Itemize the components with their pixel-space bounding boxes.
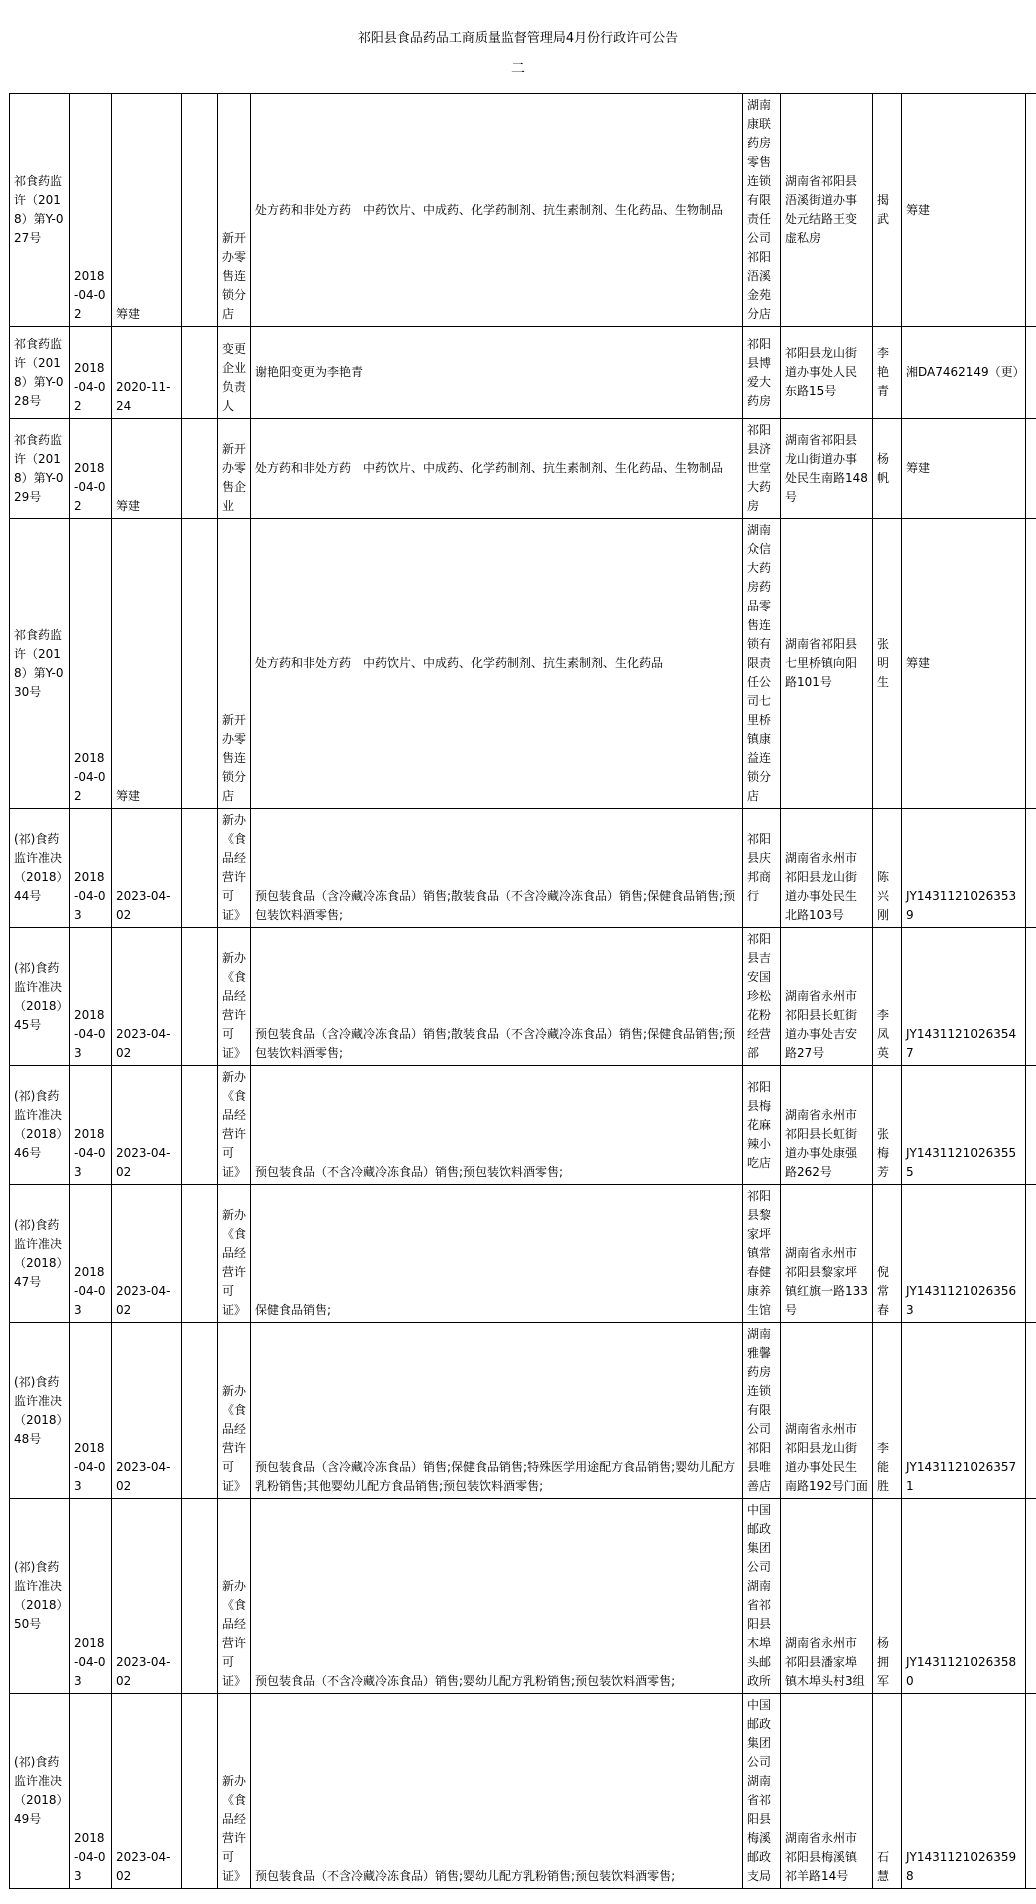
doc-number-cell: (祁)食药监许准决（2018）45号 — [10, 928, 70, 1066]
entity-name-cell: 祁阳县吉安国珍松花粉经营部 — [743, 928, 781, 1066]
legal-person-cell: 李艳青 — [873, 327, 902, 419]
remark-cell — [1026, 1499, 1036, 1694]
permit-type-cell: 新办《食品经营许可证》 — [218, 1185, 251, 1323]
doc-number-cell: (祁)食药监许准决（2018）46号 — [10, 1066, 70, 1185]
legal-person-cell: 杨拥军 — [873, 1499, 902, 1694]
address-cell: 湖南省永州市祁阳县长虹街道办事处康强路262号 — [781, 1066, 873, 1185]
entity-name-cell: 湖南众信大药房药品零售连锁有限责任公司七里桥镇康益连锁分店 — [743, 519, 781, 809]
legal-person-cell: 张明生 — [873, 519, 902, 809]
address-cell: 湖南省祁阳县浯溪街道办事处元结路王变虚私房 — [781, 94, 873, 327]
valid-until-cell: 筹建 — [112, 94, 182, 327]
table-row — [10, 1499, 1036, 1694]
table-row — [10, 94, 1036, 327]
permit-type-cell: 新办《食品经营许可证》 — [218, 1323, 251, 1499]
blank-cell — [182, 1694, 218, 1889]
remark-cell — [1026, 1185, 1036, 1323]
valid-until-cell: 筹建 — [112, 419, 182, 519]
address-cell: 湖南省永州市祁阳县梅溪镇祁羊路14号 — [781, 1694, 873, 1889]
issue-date-cell: 2018-04-02 — [70, 327, 112, 419]
doc-number-cell: (祁)食药监许准决（2018）44号 — [10, 809, 70, 928]
permit-type-cell: 变更企业负责人 — [218, 327, 251, 419]
table-row — [10, 419, 1036, 519]
blank-cell — [182, 1185, 218, 1323]
address-cell: 湖南省祁阳县龙山街道办事处民生南路148号 — [781, 419, 873, 519]
permit-type-cell: 新办《食品经营许可证》 — [218, 809, 251, 928]
business-scope-cell: 预包装食品（不含冷藏冷冻食品）销售;婴幼儿配方乳粉销售;预包装饮料酒零售; — [251, 1694, 743, 1889]
doc-number-cell: 祁食药监许（2018）第Y-029号 — [10, 419, 70, 519]
business-scope-cell: 处方药和非处方药 中药饮片、中成药、化学药制剂、抗生素制剂、生化药品、生物制品 — [251, 94, 743, 327]
entity-name-cell: 祁阳县庆邦商行 — [743, 809, 781, 928]
certificate-number-cell: 筹建 — [902, 94, 1026, 327]
entity-name-cell: 中国邮政集团公司湖南省祁阳县梅溪邮政支局 — [743, 1694, 781, 1889]
valid-until-cell: 筹建 — [112, 519, 182, 809]
permit-table — [9, 93, 1036, 1889]
blank-cell — [182, 1323, 218, 1499]
address-cell: 湖南省永州市祁阳县龙山街道办事处民生北路103号 — [781, 809, 873, 928]
certificate-number-cell: 筹建 — [902, 419, 1026, 519]
legal-person-cell: 李凤英 — [873, 928, 902, 1066]
table-row — [10, 1066, 1036, 1185]
business-scope-cell: 处方药和非处方药 中药饮片、中成药、化学药制剂、抗生素制剂、生化药品 — [251, 519, 743, 809]
permit-type-cell: 新开办零售连锁分店 — [218, 519, 251, 809]
remark-cell — [1026, 419, 1036, 519]
doc-number-cell: (祁)食药监许准决（2018）48号 — [10, 1323, 70, 1499]
certificate-number-cell: JY14311210263571 — [902, 1323, 1026, 1499]
table-row — [10, 1323, 1036, 1499]
business-scope-cell: 预包装食品（不含冷藏冷冻食品）销售;预包装饮料酒零售; — [251, 1066, 743, 1185]
valid-until-cell: 2023-04-02 — [112, 928, 182, 1066]
permit-type-cell: 新办《食品经营许可证》 — [218, 1694, 251, 1889]
issue-date-cell: 2018-04-03 — [70, 1499, 112, 1694]
certificate-number-cell: 湘DA7462149（更） — [902, 327, 1026, 419]
remark-cell — [1026, 94, 1036, 327]
business-scope-cell: 预包装食品（含冷藏冷冻食品）销售;保健食品销售;特殊医学用途配方食品销售;婴幼儿配方乳粉销售;其他婴幼儿配方食品销售;预包装饮料酒零售; — [251, 1323, 743, 1499]
remark-cell — [1026, 327, 1036, 419]
permit-type-cell: 新办《食品经营许可证》 — [218, 1066, 251, 1185]
issue-date-cell: 2018-04-02 — [70, 519, 112, 809]
legal-person-cell: 石慧 — [873, 1694, 902, 1889]
page-subtitle: 二 — [511, 61, 525, 77]
page-title: 祁阳县食品药品工商质量监督管理局4月份行政许可公告 — [357, 31, 679, 46]
remark-cell — [1026, 928, 1036, 1066]
blank-cell — [182, 928, 218, 1066]
legal-person-cell: 揭武 — [873, 94, 902, 327]
issue-date-cell: 2018-04-03 — [70, 1185, 112, 1323]
valid-until-cell: 2023-04-02 — [112, 1323, 182, 1499]
permit-type-cell: 新办《食品经营许可证》 — [218, 1499, 251, 1694]
remark-cell — [1026, 1066, 1036, 1185]
address-cell: 湖南省永州市祁阳县龙山街道办事处民生南路192号门面 — [781, 1323, 873, 1499]
business-scope-cell: 预包装食品（含冷藏冷冻食品）销售;散装食品（不含冷藏冷冻食品）销售;保健食品销售;预包装饮料酒零售; — [251, 928, 743, 1066]
blank-cell — [182, 94, 218, 327]
entity-name-cell: 祁阳县博爱大药房 — [743, 327, 781, 419]
table-row — [10, 327, 1036, 419]
issue-date-cell: 2018-04-03 — [70, 928, 112, 1066]
certificate-number-cell: JY14311210263580 — [902, 1499, 1026, 1694]
business-scope-cell: 谢艳阳变更为李艳青 — [251, 327, 743, 419]
certificate-number-cell: JY14311210263563 — [902, 1185, 1026, 1323]
business-scope-cell: 预包装食品（不含冷藏冷冻食品）销售;婴幼儿配方乳粉销售;预包装饮料酒零售; — [251, 1499, 743, 1694]
address-cell: 湖南省祁阳县七里桥镇向阳路101号 — [781, 519, 873, 809]
entity-name-cell: 祁阳县黎家坪镇常春健康养生馆 — [743, 1185, 781, 1323]
table-row — [10, 809, 1036, 928]
blank-cell — [182, 519, 218, 809]
permit-type-cell: 新办《食品经营许可证》 — [218, 928, 251, 1066]
doc-number-cell: (祁)食药监许准决（2018）50号 — [10, 1499, 70, 1694]
blank-cell — [182, 1066, 218, 1185]
certificate-number-cell: JY14311210263555 — [902, 1066, 1026, 1185]
entity-name-cell: 湖南雅馨药房连锁有限公司祁阳县唯善店 — [743, 1323, 781, 1499]
address-cell: 祁阳县龙山街道办事处人民东路15号 — [781, 327, 873, 419]
legal-person-cell: 倪常春 — [873, 1185, 902, 1323]
valid-until-cell: 2023-04-02 — [112, 1499, 182, 1694]
remark-cell — [1026, 519, 1036, 809]
issue-date-cell: 2018-04-03 — [70, 1323, 112, 1499]
issue-date-cell: 2018-04-03 — [70, 809, 112, 928]
valid-until-cell: 2023-04-02 — [112, 1185, 182, 1323]
entity-name-cell: 湖南康联药房零售连锁有限责任公司祁阳浯溪金苑分店 — [743, 94, 781, 327]
business-scope-cell: 处方药和非处方药 中药饮片、中成药、化学药制剂、抗生素制剂、生化药品、生物制品 — [251, 419, 743, 519]
business-scope-cell: 保健食品销售; — [251, 1185, 743, 1323]
business-scope-cell: 预包装食品（含冷藏冷冻食品）销售;散装食品（不含冷藏冷冻食品）销售;保健食品销售;预包装饮料酒零售; — [251, 809, 743, 928]
doc-number-cell: 祁食药监许（2018）第Y-030号 — [10, 519, 70, 809]
doc-number-cell: (祁)食药监许准决（2018）47号 — [10, 1185, 70, 1323]
blank-cell — [182, 809, 218, 928]
permit-type-cell: 新开办零售连锁分店 — [218, 94, 251, 327]
issue-date-cell: 2018-04-03 — [70, 1066, 112, 1185]
valid-until-cell: 2020-11-24 — [112, 327, 182, 419]
legal-person-cell: 张梅芳 — [873, 1066, 902, 1185]
blank-cell — [182, 419, 218, 519]
legal-person-cell: 李能胜 — [873, 1323, 902, 1499]
entity-name-cell: 中国邮政集团公司湖南省祁阳县木埠头邮政所 — [743, 1499, 781, 1694]
valid-until-cell: 2023-04-02 — [112, 1066, 182, 1185]
issue-date-cell: 2018-04-02 — [70, 94, 112, 327]
doc-number-cell: 祁食药监许（2018）第Y-028号 — [10, 327, 70, 419]
valid-until-cell: 2023-04-02 — [112, 809, 182, 928]
issue-date-cell: 2018-04-02 — [70, 419, 112, 519]
doc-number-cell: 祁食药监许（2018）第Y-027号 — [10, 94, 70, 327]
certificate-number-cell: 筹建 — [902, 519, 1026, 809]
table-row — [10, 519, 1036, 809]
entity-name-cell: 祁阳县梅花麻辣小吃店 — [743, 1066, 781, 1185]
certificate-number-cell: JY14311210263598 — [902, 1694, 1026, 1889]
address-cell: 湖南省永州市祁阳县长虹街道办事处吉安路27号 — [781, 928, 873, 1066]
legal-person-cell: 杨帆 — [873, 419, 902, 519]
issue-date-cell: 2018-04-03 — [70, 1694, 112, 1889]
remark-cell — [1026, 1694, 1036, 1889]
valid-until-cell: 2023-04-02 — [112, 1694, 182, 1889]
table-row — [10, 1694, 1036, 1889]
certificate-number-cell: JY14311210263539 — [902, 809, 1026, 928]
remark-cell — [1026, 809, 1036, 928]
blank-cell — [182, 327, 218, 419]
legal-person-cell: 陈兴刚 — [873, 809, 902, 928]
table-row — [10, 928, 1036, 1066]
address-cell: 湖南省永州市祁阳县黎家坪镇红旗一路133号 — [781, 1185, 873, 1323]
permit-type-cell: 新开办零售企业 — [218, 419, 251, 519]
blank-cell — [182, 1499, 218, 1694]
certificate-number-cell: JY14311210263547 — [902, 928, 1026, 1066]
entity-name-cell: 祁阳县济世堂大药房 — [743, 419, 781, 519]
doc-number-cell: (祁)食药监许准决（2018）49号 — [10, 1694, 70, 1889]
remark-cell — [1026, 1323, 1036, 1499]
table-row — [10, 1185, 1036, 1323]
address-cell: 湖南省永州市祁阳县潘家埠镇木埠头村3组 — [781, 1499, 873, 1694]
